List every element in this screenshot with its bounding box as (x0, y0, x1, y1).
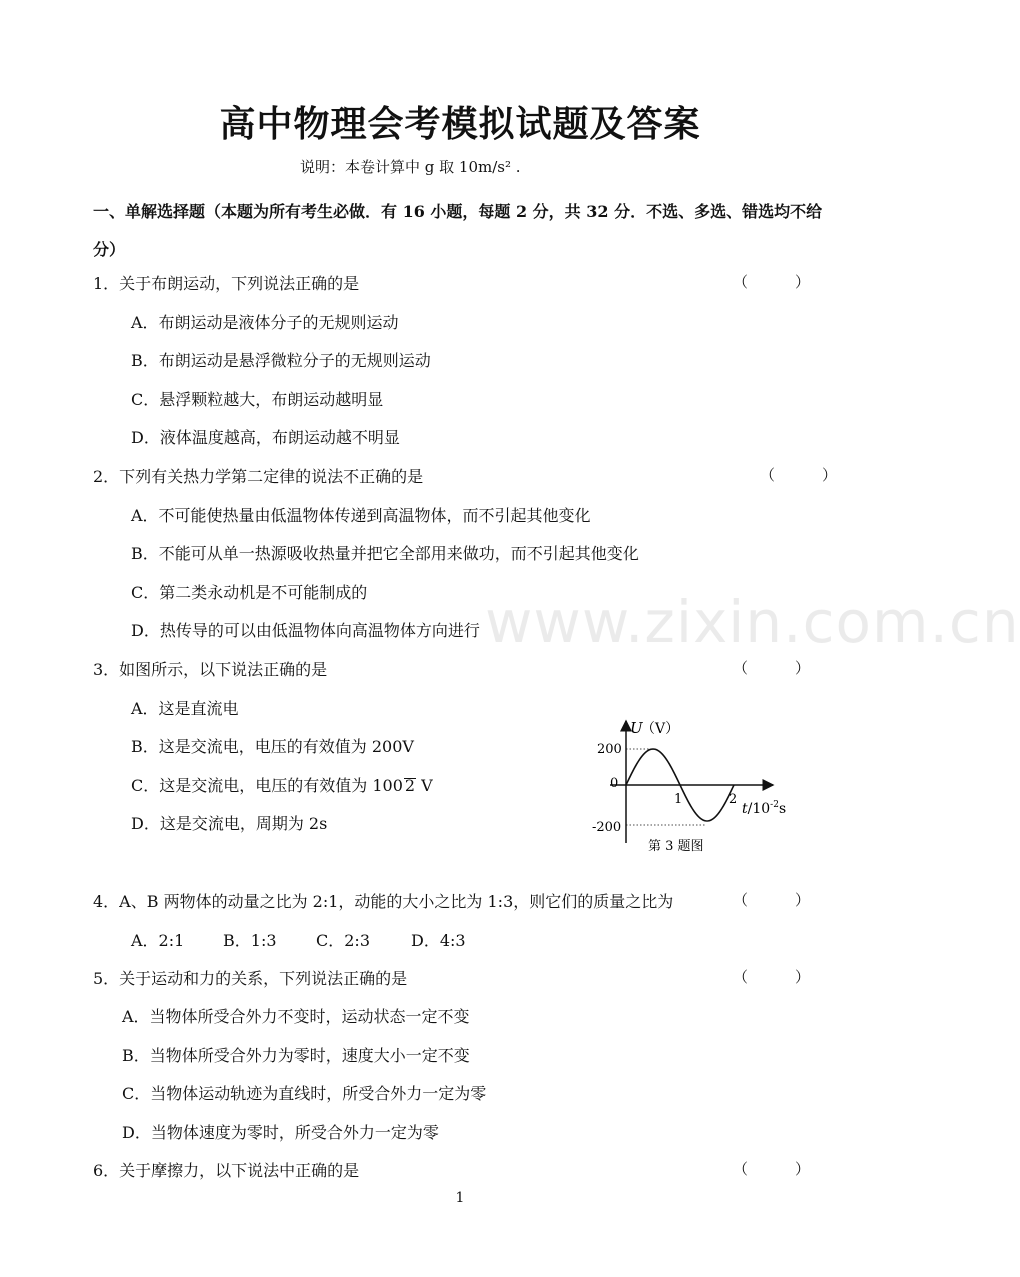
question-2-stem: 2．下列有关热力学第二定律的说法不正确的是 (93, 467, 424, 486)
tick-label-2: 2 (729, 792, 738, 807)
question-4-option-a: A．2:1 (131, 931, 185, 950)
question-4-option-b: B．1:3 (223, 931, 277, 950)
x-axis-label: $t/10^{-2}s$ (742, 800, 787, 817)
question-5-stem: 5．关于运动和力的关系，下列说法正确的是 (93, 969, 408, 988)
watermark: www.zixin.com.cn (485, 588, 1020, 656)
y-axis-label: U (630, 719, 643, 737)
question-2-option-c: C．第二类永动机是不可能制成的 (131, 583, 368, 602)
sqrt-2: 2 (404, 776, 416, 795)
answer-bracket-4: （ ） (733, 891, 811, 909)
question-1-option-c: C．悬浮颗粒越大，布朗运动越明显 (131, 390, 384, 409)
y-axis-unit: （V） (641, 721, 680, 737)
section-heading: 一、单解选择题（本题为所有考生必做．有 16 小题，每题 2 分，共 32 分．不选、多选、错选均不给分） (93, 202, 823, 259)
question-5-option-c: C．当物体运动轨迹为直线时，所受合外力一定为零 (122, 1084, 487, 1103)
answer-bracket-3: （ ） (733, 659, 811, 677)
question-4-option-c: C．2:3 (316, 931, 370, 950)
question-3-option-d: D．这是交流电，周期为 2s (131, 814, 328, 833)
question-3-option-c: C．这是交流电，电压的有效值为 100 2 V (131, 776, 433, 795)
answer-bracket-1: （ ） (733, 273, 811, 291)
question-1-option-a: A．布朗运动是液体分子的无规则运动 (131, 313, 399, 332)
question-3-stem: 3．如图所示，以下说法正确的是 (93, 660, 328, 679)
question-5-option-d: D．当物体速度为零时，所受合外力一定为零 (122, 1123, 439, 1142)
answer-bracket-6: （ ） (733, 1160, 811, 1178)
question-4-stem: 4．A、B 两物体的动量之比为 2:1，动能的大小之比为 1:3，则它们的质量之比为 (93, 892, 674, 911)
tick-label-1: 1 (674, 792, 683, 807)
document-title: 高中物理会考模拟试题及答案 (219, 103, 701, 145)
tick-label-neg200: -200 (592, 820, 622, 835)
question-5-option-b: B．当物体所受合外力为零时，速度大小一定不变 (122, 1046, 470, 1065)
question-1-option-d: D．液体温度越高，布朗运动越不明显 (131, 428, 400, 447)
question-1-option-b: B．布朗运动是悬浮微粒分子的无规则运动 (131, 351, 431, 370)
question-2-option-b: B．不能可从单一热源吸收热量并把它全部用来做功，而不引起其他变化 (131, 544, 639, 563)
question-2-option-d: D．热传导的可以由低温物体向高温物体方向进行 (131, 621, 480, 640)
instructions-note: 说明：本卷计算中 g 取 10m/s² . (300, 158, 521, 176)
figure-caption: 第 3 题图 (648, 839, 704, 854)
answer-bracket-5: （ ） (733, 968, 811, 986)
question-1-stem: 1．关于布朗运动，下列说法正确的是 (93, 274, 360, 293)
tick-label-200: 200 (597, 742, 622, 757)
tick-label-0: 0 (610, 776, 619, 791)
question-6-stem: 6．关于摩擦力，以下说法中正确的是 (93, 1161, 360, 1180)
question-5-option-a: A．当物体所受合外力不变时，运动状态一定不变 (122, 1007, 470, 1026)
question-3-option-b: B．这是交流电，电压的有效值为 200V (131, 737, 414, 756)
question-4-option-d: D．4:3 (411, 931, 466, 950)
page-number: 1 (455, 1190, 465, 1206)
question-2-option-a: A．不可能使热量由低温物体传递到高温物体，而不引起其他变化 (131, 506, 591, 525)
voltage-time-graph (588, 715, 798, 860)
answer-bracket-2: （ ） (760, 466, 838, 484)
question-3-option-a: A．这是直流电 (131, 699, 239, 718)
